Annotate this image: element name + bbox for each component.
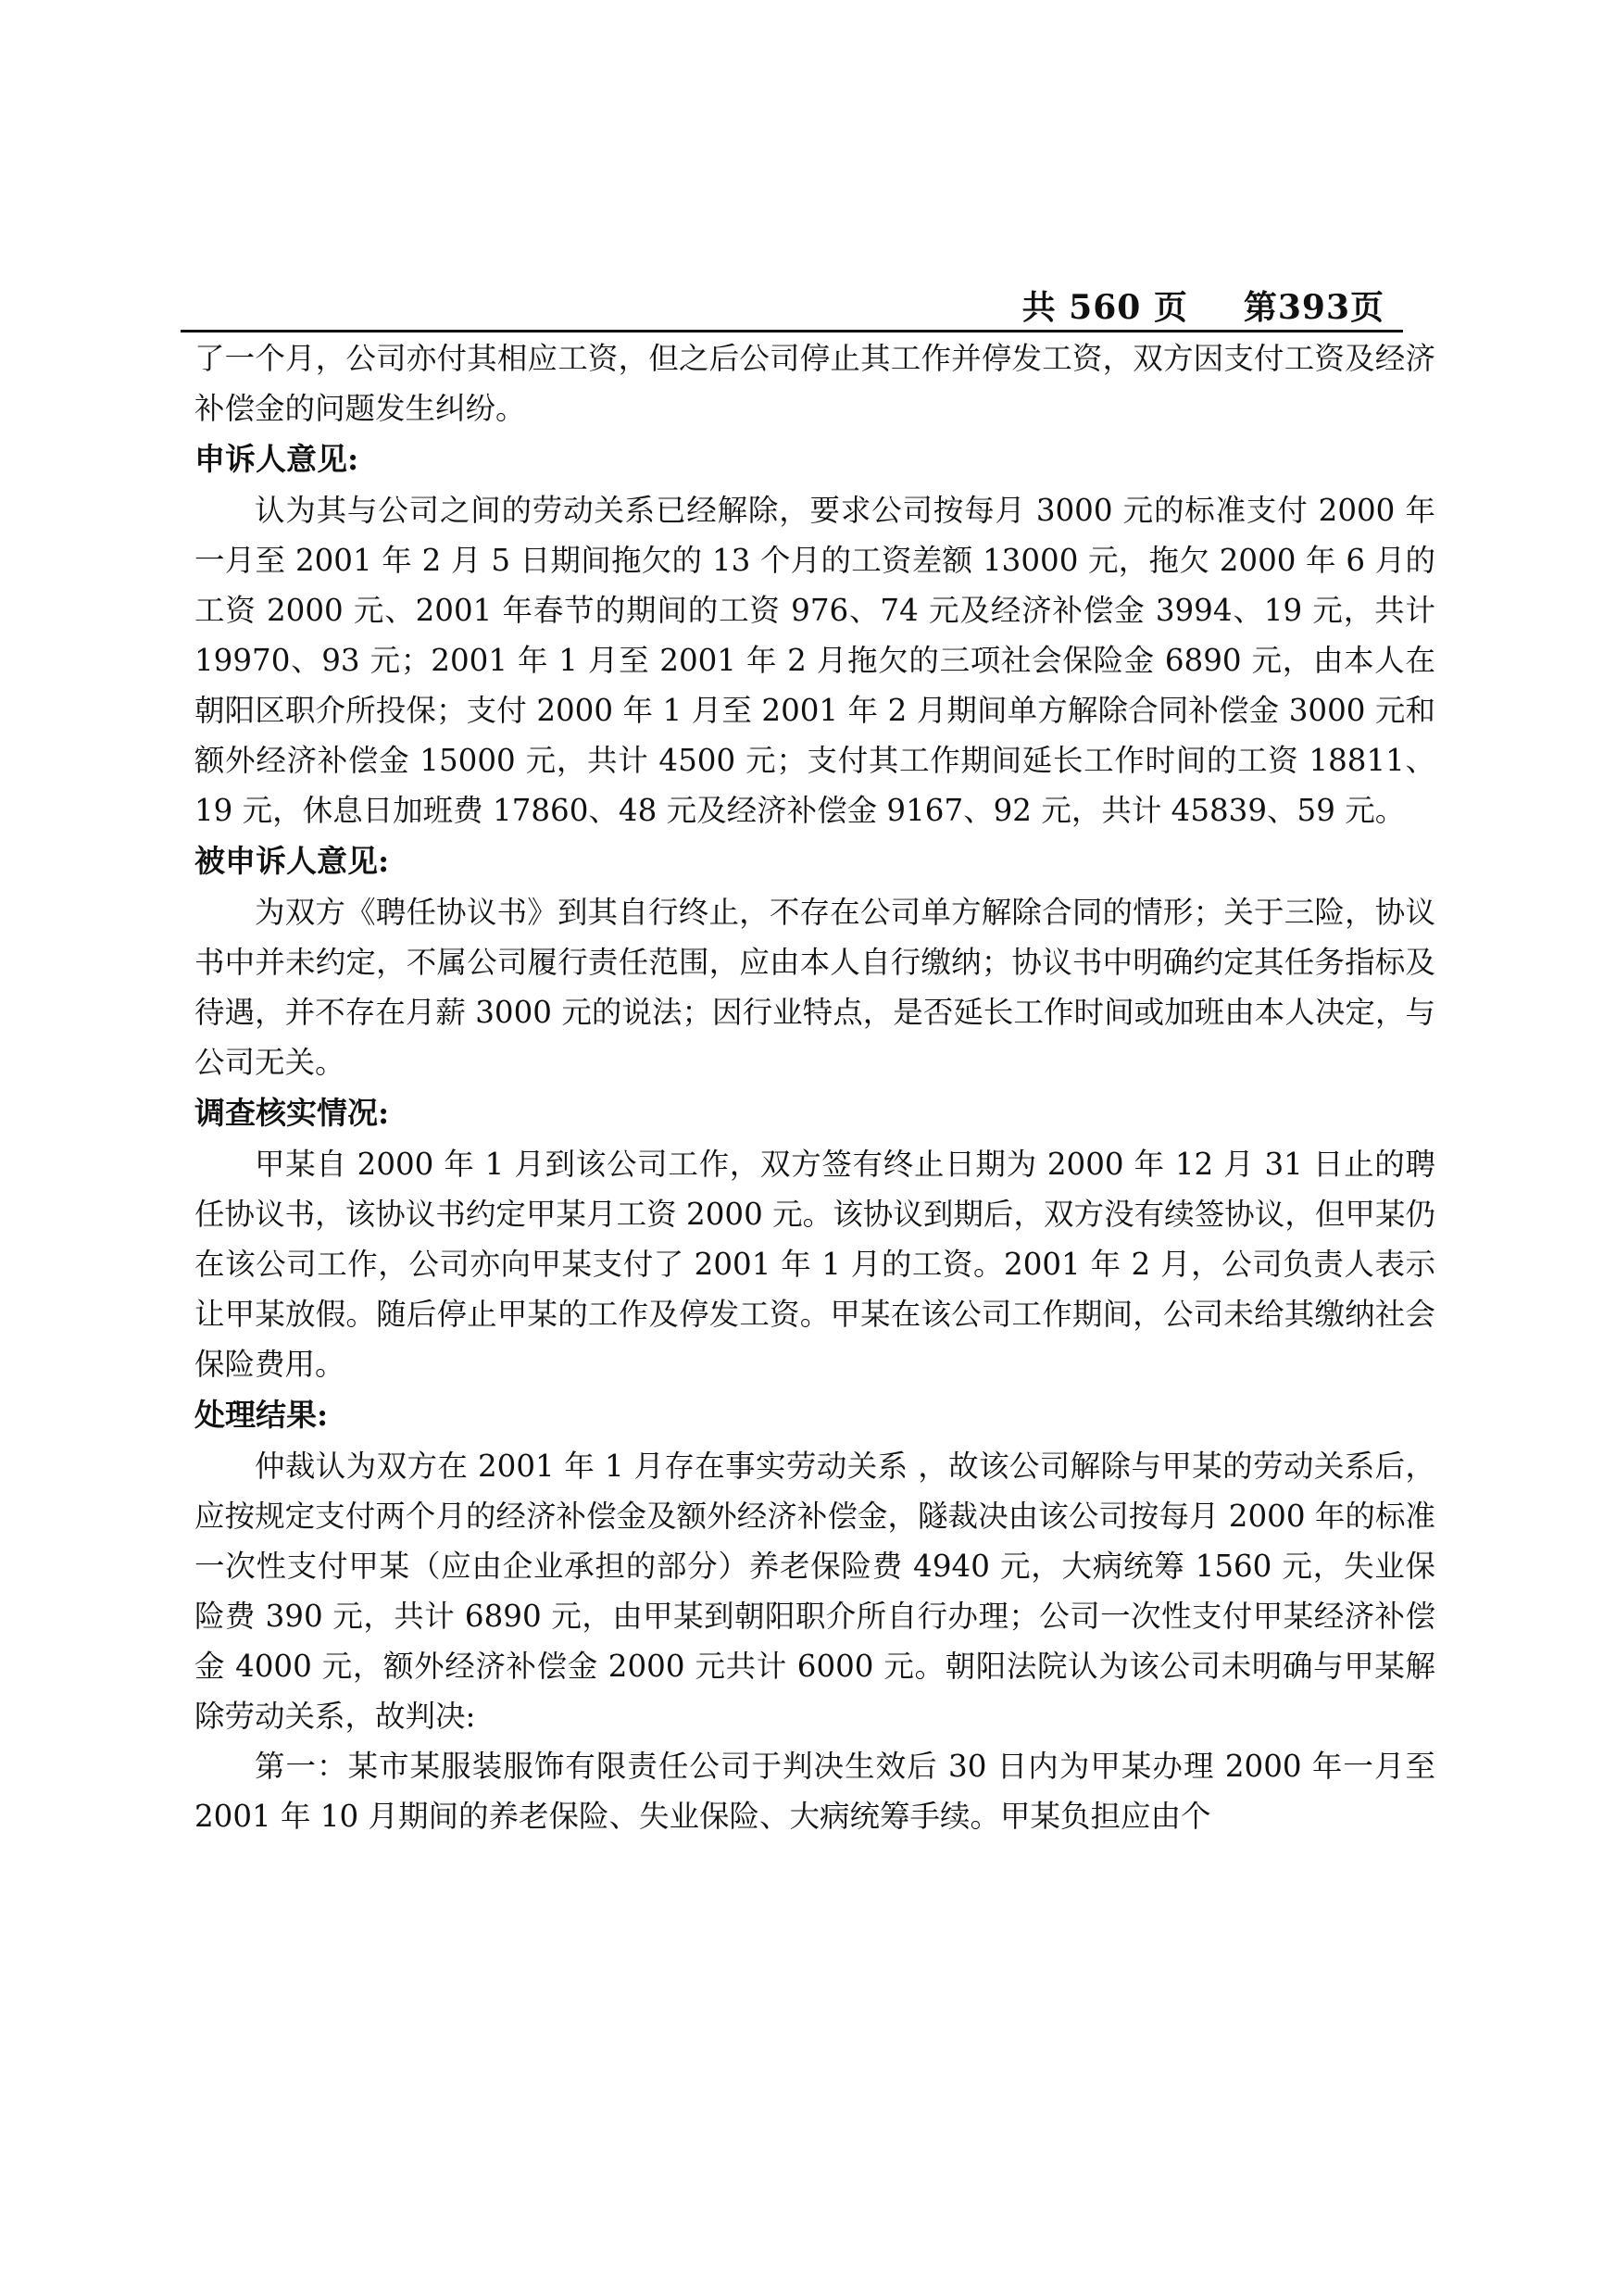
section-paragraph: 甲某自 2000 年 1 月到该公司工作，双方签有终止日期为 2000 年 12 月 31 日止的聘任协议书，该协议书约定甲某月工资 2000 元。该协议到期后，双方没有续签协议，但甲某仍在该公司工作，公司亦向甲某支付了 2001 年 1 月的工资。2001 年 2 月，公司负责人表示让甲某放假。随后停止甲某的工作及停发工资。甲某在该公司工作期间，公司未给其缴纳社会保险费用。 xyxy=(194,1147,1435,1382)
section-complainant xyxy=(194,433,1435,835)
current-page: 第393页 xyxy=(1243,288,1384,327)
section-investigation xyxy=(194,1087,1435,1389)
section-heading: 申诉人意见: xyxy=(194,441,359,477)
section-paragraph: 为双方《聘任协议书》到其自行终止，不存在公司单方解除合同的情形；关于三险，协议书中并未约定，不属公司履行责任范围，应由本人自行缴纳；协议书中明确约定其任务指标及待遇，并不存在月薪 3000 元的说法；因行业特点，是否延长工作时间或加班由本人决定，与公司无关。 xyxy=(194,895,1435,1080)
section-paragraph: 第一：某市某服装服饰有限责任公司于判决生效后 30 日内为甲某办理 2000 年一月至 2001 年 10 月期间的养老保险、失业保险、大病统筹手续。甲某负担应由个 xyxy=(194,1749,1435,1834)
page-header xyxy=(181,278,1403,332)
section-heading: 被申诉人意见: xyxy=(194,843,390,879)
section-paragraph: 仲裁认为双方在 2001 年 1 月存在事实劳动关系 ，故该公司解除与甲某的劳动关系后，应按规定支付两个月的经济补偿金及额外经济补偿金，隧裁决由该公司按每月 2000 年的标准一次性支付甲某（应由企业承担的部分）养老保险费 4940 元，大病统筹 1560 元，失业保险费 390 元，共计 6890 元，由甲某到朝阳职介所自行办理；公司一次性支付甲某经济补偿金 4000 元，额外经济补偿金 2000 元共计 6000 元。朝阳法院认为该公司未明确与甲某解除劳动关系，故判决: xyxy=(194,1449,1435,1734)
document-body xyxy=(194,333,1435,1841)
section-heading: 处理结果: xyxy=(194,1397,329,1433)
section-result xyxy=(194,1389,1435,1841)
section-respondent xyxy=(194,835,1435,1087)
page-counter xyxy=(1022,282,1384,329)
section-paragraph: 认为其与公司之间的劳动关系已经解除，要求公司按每月 3000 元的标准支付 2000 年一月至 2001 年 2 月 5 日期间拖欠的 13 个月的工资差额 13000 元，拖欠 2000 年 6 月的工资 2000 元、2001 年春节的期间的工资 976、74 元及经济补偿金 3994、19 元，共计 19970、93 元；2001 年 1 月至 2001 年 2 月拖欠的三项社会保险金 6890 元，由本人在朝阳区职介所投保；支付 2000 年 1 月至 2001 年 2 月期间单方解除合同补偿金 3000 元和额外经济补偿金 15000 元，共计 4500 元；支付其工作期间延长工作时间的工资 18811、19 元，休息日加班费 17860、48 元及经济补偿金 9167、92 元，共计 45839、59 元。 xyxy=(194,493,1435,828)
total-pages: 共 560 页 xyxy=(1021,288,1188,327)
section-heading: 调查核实情况: xyxy=(194,1095,390,1131)
intro-paragraph: 了一个月，公司亦付其相应工资，但之后公司停止其工作并停发工资，双方因支付工资及经济补偿金的问题发生纠纷。 xyxy=(194,341,1435,426)
